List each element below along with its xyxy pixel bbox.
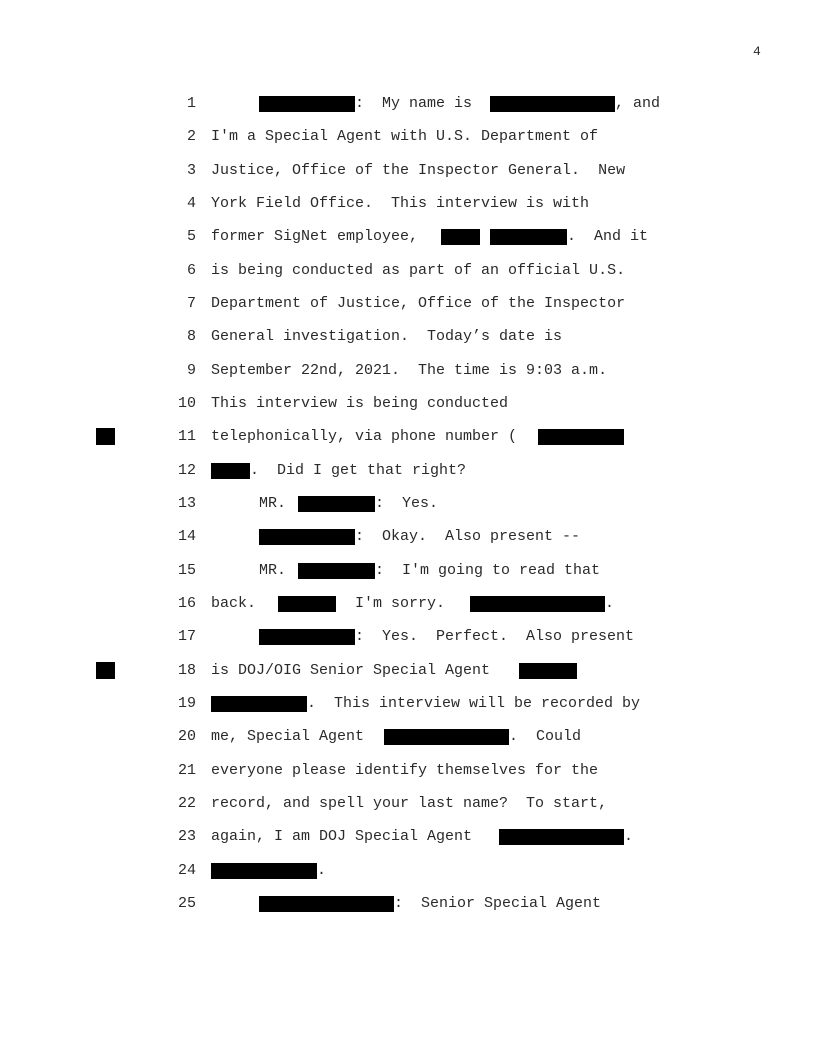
line-number: 24 bbox=[177, 862, 196, 879]
line-text: . bbox=[624, 828, 634, 845]
redaction-block bbox=[298, 563, 375, 579]
transcript-line bbox=[211, 795, 607, 813]
transcript-line bbox=[211, 195, 589, 213]
transcript-line bbox=[394, 895, 601, 913]
line-text: is DOJ/OIG Senior Special Agent bbox=[211, 662, 491, 679]
line-number: 12 bbox=[177, 462, 196, 479]
line-number: 6 bbox=[186, 262, 196, 279]
transcript-line bbox=[211, 395, 508, 413]
line-number: 3 bbox=[186, 162, 196, 179]
redaction-block bbox=[211, 863, 317, 879]
line-text: : Okay. Also present -- bbox=[355, 528, 581, 545]
redaction-block bbox=[519, 663, 577, 679]
line-text: : Senior Special Agent bbox=[394, 895, 602, 912]
line-number: 13 bbox=[177, 495, 196, 512]
transcript-line bbox=[615, 95, 660, 113]
transcript-line bbox=[375, 562, 600, 580]
line-number: 19 bbox=[177, 695, 196, 712]
redaction-block bbox=[470, 596, 605, 612]
line-text: , and bbox=[615, 95, 661, 112]
transcript-line bbox=[355, 628, 634, 646]
transcript-line bbox=[355, 528, 580, 546]
redaction-block bbox=[499, 829, 624, 845]
line-text: : Yes. Perfect. Also present bbox=[355, 628, 635, 645]
transcript-line bbox=[317, 862, 326, 880]
line-text: record, and spell your last name? To start, bbox=[211, 795, 608, 812]
line-text: . bbox=[605, 595, 615, 612]
line-text: Department of Justice, Office of the Inspector bbox=[211, 295, 626, 312]
line-text: me, Special Agent bbox=[211, 728, 374, 745]
redaction-block bbox=[259, 896, 394, 912]
margin-redaction-mark bbox=[96, 662, 115, 679]
line-text: September 22nd, 2021. The time is 9:03 a.m. bbox=[211, 362, 608, 379]
transcript-line bbox=[624, 828, 633, 846]
line-text: Justice, Office of the Inspector General. New bbox=[211, 162, 626, 179]
transcript-line bbox=[567, 228, 648, 246]
line-number: 15 bbox=[177, 562, 196, 579]
redaction-block bbox=[490, 229, 567, 245]
transcript-line bbox=[509, 728, 581, 746]
line-number: 2 bbox=[186, 128, 196, 145]
transcript-line bbox=[307, 695, 640, 713]
line-number: 18 bbox=[177, 662, 196, 679]
line-number: 16 bbox=[177, 595, 196, 612]
redaction-block bbox=[278, 596, 336, 612]
redaction-block bbox=[211, 696, 307, 712]
line-number: 8 bbox=[186, 328, 196, 345]
line-text: everyone please identify themselves for the bbox=[211, 762, 599, 779]
transcript-line bbox=[211, 428, 517, 446]
redaction-block bbox=[211, 463, 250, 479]
line-number: 4 bbox=[186, 195, 196, 212]
line-text: I'm a Special Agent with U.S. Department of bbox=[211, 128, 599, 145]
line-text: I'm sorry. bbox=[355, 595, 446, 612]
transcript-line bbox=[211, 828, 481, 846]
line-number: 17 bbox=[177, 628, 196, 645]
line-number: 23 bbox=[177, 828, 196, 845]
line-number: 1 bbox=[186, 95, 196, 112]
line-text: : I'm going to read that bbox=[375, 562, 601, 579]
line-text: General investigation. Today’s date is bbox=[211, 328, 563, 345]
line-number: 10 bbox=[177, 395, 196, 412]
line-number: 25 bbox=[177, 895, 196, 912]
line-text: back. bbox=[211, 595, 257, 612]
transcript-line bbox=[211, 295, 625, 313]
line-text: MR. bbox=[259, 562, 296, 579]
redaction-block bbox=[259, 629, 355, 645]
line-text: York Field Office. This interview is with bbox=[211, 195, 590, 212]
redaction-block bbox=[538, 429, 624, 445]
line-number: 21 bbox=[177, 762, 196, 779]
line-text: telephonically, via phone number ( bbox=[211, 428, 518, 445]
transcript-line bbox=[211, 362, 607, 380]
line-number: 22 bbox=[177, 795, 196, 812]
line-text: MR. bbox=[259, 495, 296, 512]
line-number: 11 bbox=[177, 428, 196, 445]
line-text: : My name is bbox=[355, 95, 482, 112]
margin-redaction-mark bbox=[96, 428, 115, 445]
transcript-line bbox=[605, 595, 614, 613]
transcript-line bbox=[211, 162, 625, 180]
redaction-block bbox=[490, 96, 615, 112]
transcript-line bbox=[355, 95, 481, 113]
line-text: : Yes. bbox=[375, 495, 439, 512]
transcript-line bbox=[211, 128, 598, 146]
redaction-block bbox=[441, 229, 480, 245]
line-text: . bbox=[317, 862, 327, 879]
transcript-line bbox=[250, 462, 466, 480]
redaction-block bbox=[259, 529, 355, 545]
line-number: 9 bbox=[186, 362, 196, 379]
line-number: 5 bbox=[186, 228, 196, 245]
transcript-line bbox=[375, 495, 438, 513]
redaction-block bbox=[298, 496, 375, 512]
line-number: 20 bbox=[177, 728, 196, 745]
transcript-line bbox=[211, 662, 490, 680]
line-number: 14 bbox=[177, 528, 196, 545]
transcript-line bbox=[259, 562, 295, 580]
redaction-block bbox=[384, 729, 509, 745]
transcript-line bbox=[211, 228, 427, 246]
line-text: . This interview will be recorded by bbox=[307, 695, 641, 712]
redaction-block bbox=[259, 96, 355, 112]
transcript-line bbox=[211, 595, 256, 613]
transcript-line bbox=[211, 328, 562, 346]
transcript-line bbox=[355, 595, 445, 613]
line-text: . Did I get that right? bbox=[250, 462, 467, 479]
page-number: 4 bbox=[753, 44, 761, 59]
transcript-line bbox=[211, 728, 373, 746]
line-text: is being conducted as part of an official U.S. bbox=[211, 262, 626, 279]
line-text: This interview is being conducted bbox=[211, 395, 509, 412]
line-text: . Could bbox=[509, 728, 582, 745]
line-text: former SigNet employee, bbox=[211, 228, 428, 245]
line-text: . And it bbox=[567, 228, 649, 245]
line-text: again, I am DOJ Special Agent bbox=[211, 828, 482, 845]
line-number: 7 bbox=[186, 295, 196, 312]
transcript-line bbox=[259, 495, 295, 513]
transcript-line bbox=[211, 262, 625, 280]
transcript-line bbox=[211, 762, 598, 780]
